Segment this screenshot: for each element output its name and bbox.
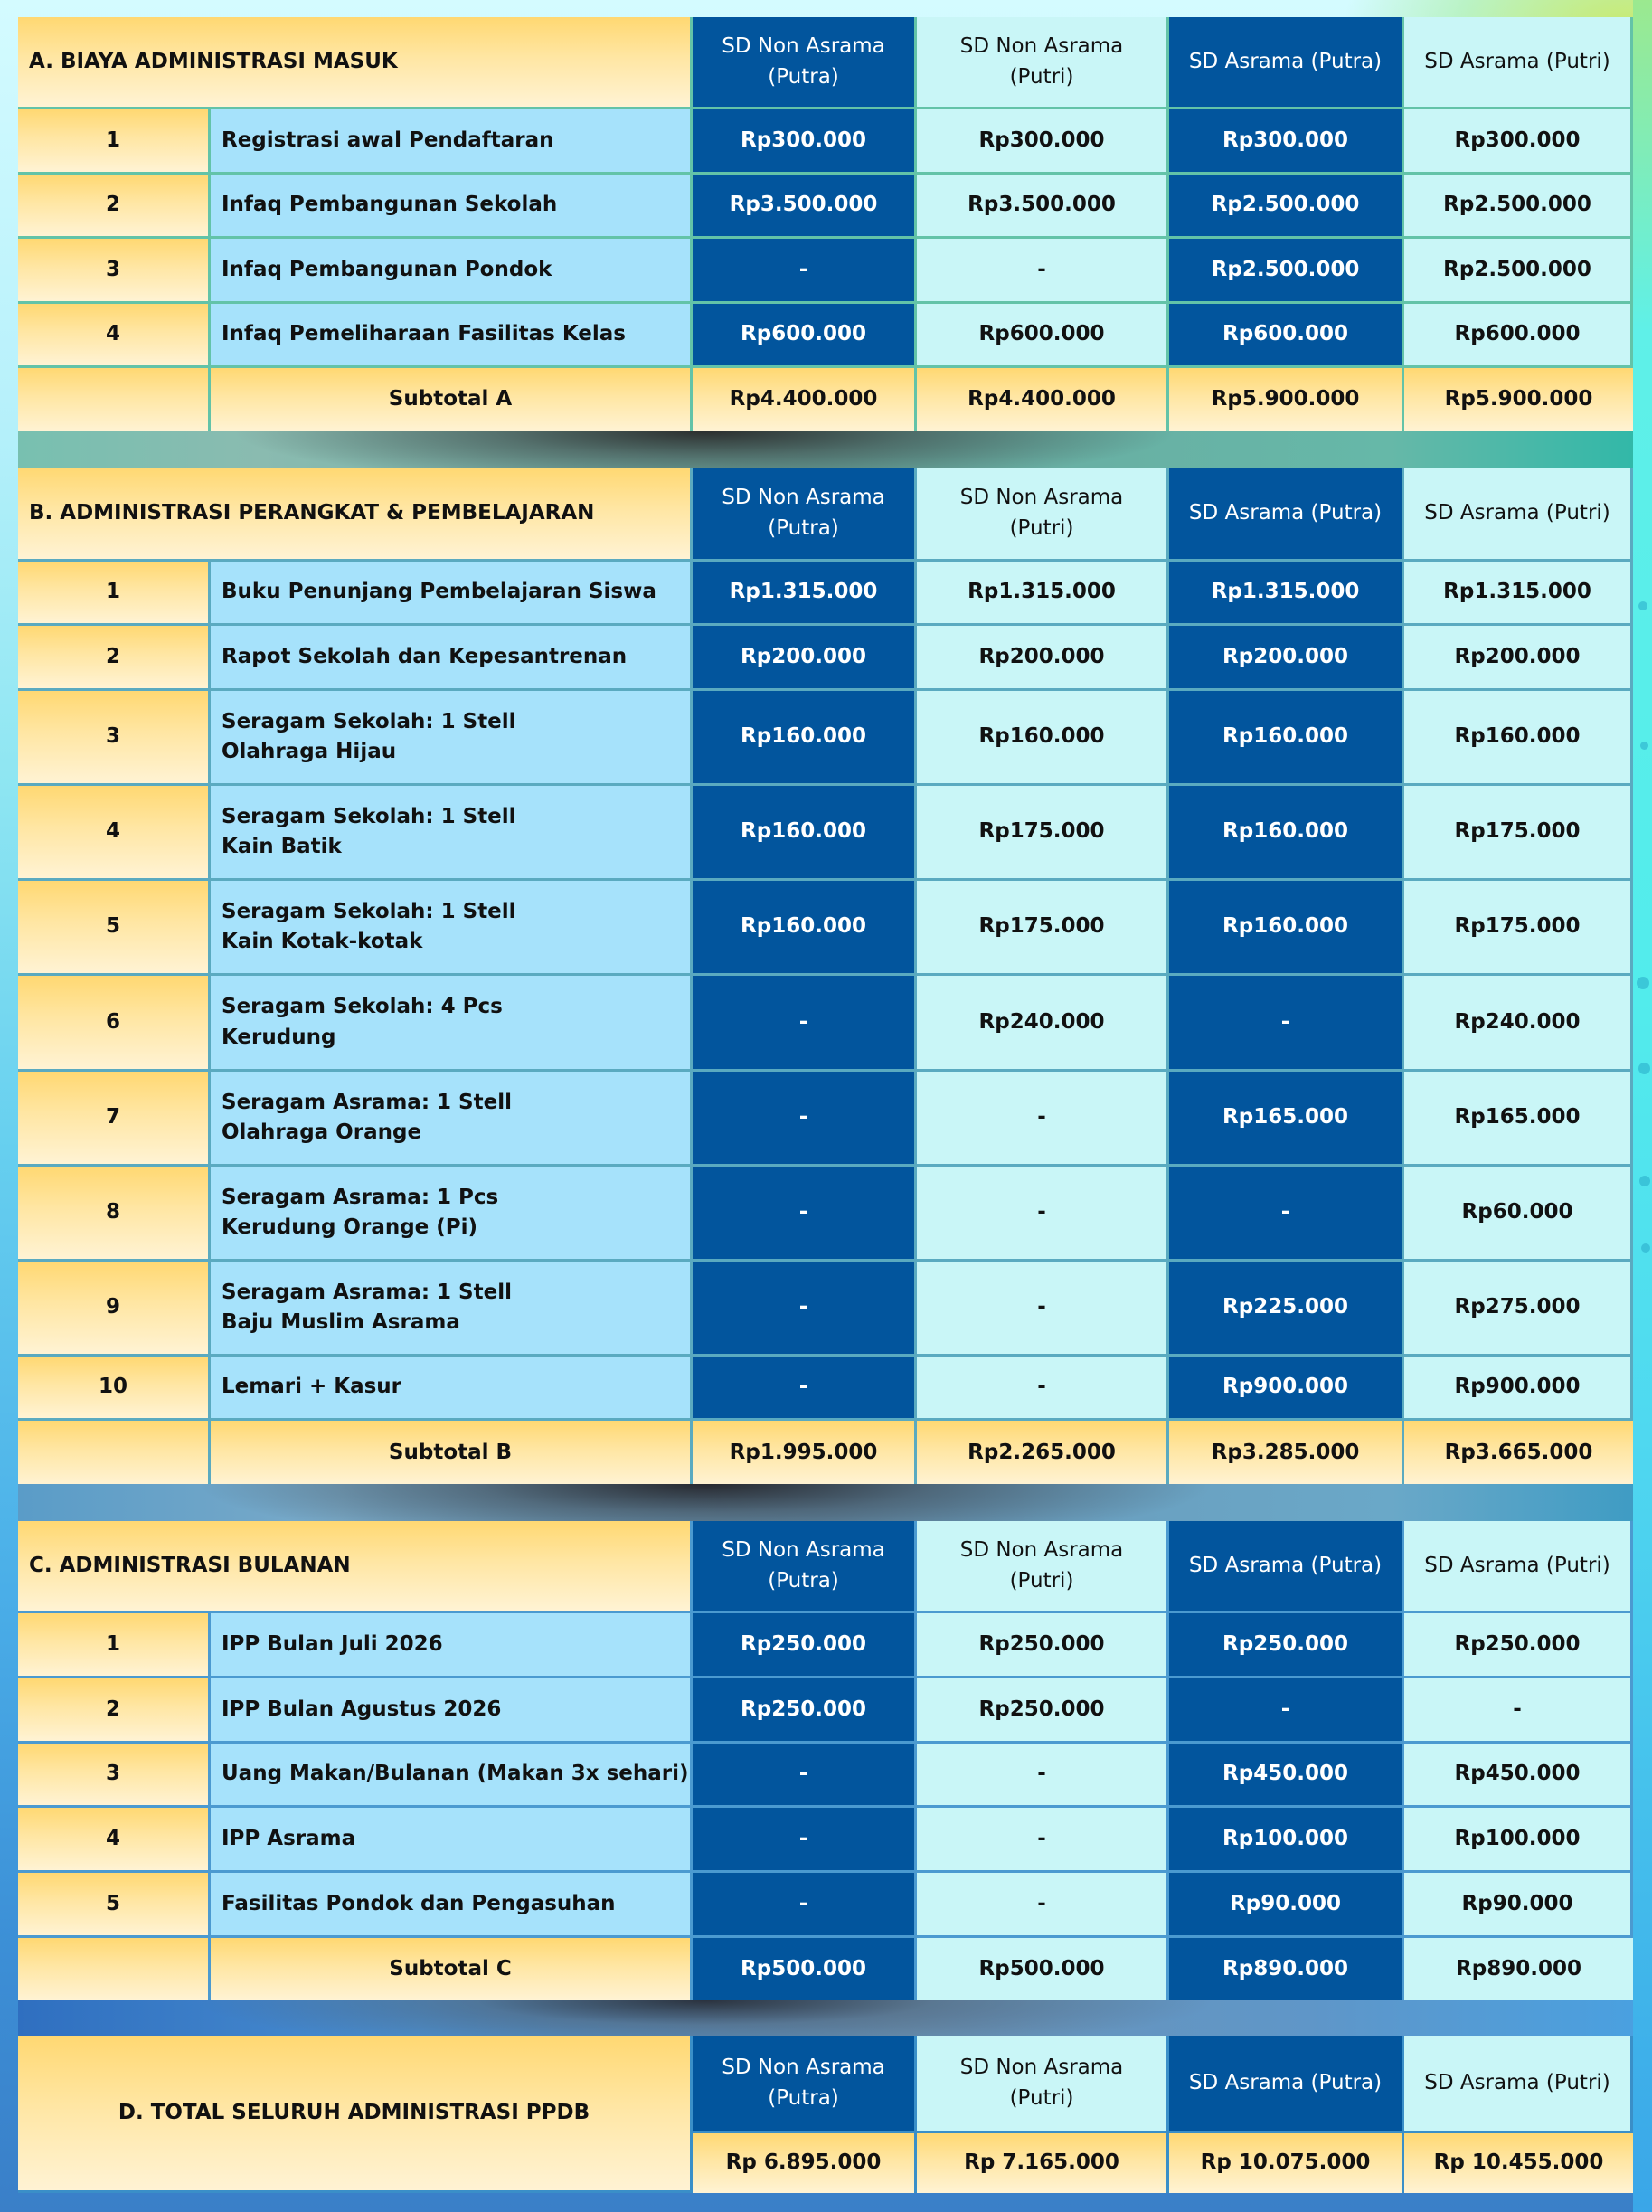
row-number: 3	[18, 239, 211, 304]
price-non-asrama-putra: -	[693, 1262, 917, 1357]
column-header-non-asrama-putra: SD Non Asrama (Putra)	[693, 2036, 917, 2133]
row-number: 5	[18, 1873, 211, 1938]
description-line: Infaq Pembangunan Sekolah	[222, 193, 558, 217]
subtotal-number-cell	[18, 368, 211, 431]
subtotal-asrama-putra: Rp5.900.000	[1169, 368, 1404, 431]
price-asrama-putri: Rp300.000	[1404, 109, 1633, 175]
price-non-asrama-putra: Rp600.000	[693, 304, 917, 368]
price-asrama-putri: Rp100.000	[1404, 1808, 1633, 1873]
description-line: IPP Asrama	[222, 1826, 356, 1850]
column-header-non-asrama-putri: SD Non Asrama (Putri)	[917, 1521, 1169, 1613]
price-non-asrama-putra: Rp1.315.000	[693, 562, 917, 626]
column-header-asrama-putra: SD Asrama (Putra)	[1169, 17, 1404, 109]
price-non-asrama-putri: Rp175.000	[917, 881, 1169, 976]
row-number: 10	[18, 1357, 211, 1421]
description-line: Fasilitas Pondok dan Pengasuhan	[222, 1891, 616, 1915]
section-d-title: D. TOTAL SELURUH ADMINISTRASI PPDB	[18, 2036, 693, 2193]
price-non-asrama-putra: Rp160.000	[693, 691, 917, 786]
price-non-asrama-putra: Rp250.000	[693, 1678, 917, 1744]
price-asrama-putra: -	[1169, 1167, 1404, 1262]
price-non-asrama-putra: -	[693, 1873, 917, 1938]
row-description	[211, 1072, 693, 1167]
price-non-asrama-putri: -	[917, 1744, 1169, 1808]
price-non-asrama-putri: -	[917, 1357, 1169, 1421]
subtotal-label: Subtotal B	[211, 1421, 693, 1485]
price-non-asrama-putri: -	[917, 239, 1169, 304]
row-number: 1	[18, 109, 211, 175]
price-non-asrama-putri: Rp1.315.000	[917, 562, 1169, 626]
description-line: Kain Batik	[222, 835, 342, 858]
description-line: Buku Penunjang Pembelajaran Siswa	[222, 580, 656, 604]
row-number: 4	[18, 304, 211, 368]
price-asrama-putra: Rp225.000	[1169, 1262, 1404, 1357]
subtotal-asrama-putra: Rp890.000	[1169, 1938, 1404, 2000]
price-non-asrama-putri: Rp160.000	[917, 691, 1169, 786]
price-asrama-putra: Rp160.000	[1169, 691, 1404, 786]
price-asrama-putri: Rp250.000	[1404, 1613, 1633, 1678]
row-number: 8	[18, 1167, 211, 1262]
row-number: 1	[18, 562, 211, 626]
subtotal-non-asrama-putra: Rp500.000	[693, 1938, 917, 2000]
price-asrama-putri: Rp450.000	[1404, 1744, 1633, 1808]
price-non-asrama-putra: Rp160.000	[693, 881, 917, 976]
section-c-table	[18, 1521, 1633, 2000]
price-non-asrama-putra: -	[693, 1357, 917, 1421]
row-description	[211, 1262, 693, 1357]
row-description	[211, 1357, 693, 1421]
price-non-asrama-putri: -	[917, 1072, 1169, 1167]
description-line: Infaq Pemeliharaan Fasilitas Kelas	[222, 322, 626, 346]
column-header-asrama-putra: SD Asrama (Putra)	[1169, 1521, 1404, 1613]
row-number: 4	[18, 1808, 211, 1873]
description-line: IPP Bulan Agustus 2026	[222, 1697, 502, 1721]
background-dot	[1640, 742, 1648, 750]
column-header-non-asrama-putri: SD Non Asrama (Putri)	[917, 468, 1169, 562]
subtotal-number-cell	[18, 1421, 211, 1485]
background-dot	[1641, 1243, 1650, 1253]
row-number: 9	[18, 1262, 211, 1357]
row-description	[211, 1744, 693, 1808]
description-line: Seragam Sekolah: 1 Stell	[222, 709, 516, 733]
price-non-asrama-putra: -	[693, 1167, 917, 1262]
price-asrama-putra: Rp900.000	[1169, 1357, 1404, 1421]
row-number: 2	[18, 1678, 211, 1744]
price-non-asrama-putra: -	[693, 1808, 917, 1873]
price-asrama-putri: Rp60.000	[1404, 1167, 1633, 1262]
subtotal-number-cell	[18, 1938, 211, 2000]
total-asrama-putra: Rp 10.075.000	[1169, 2133, 1404, 2193]
subtotal-asrama-putra: Rp3.285.000	[1169, 1421, 1404, 1485]
description-line: Infaq Pembangunan Pondok	[222, 257, 552, 281]
description-line: IPP Bulan Juli 2026	[222, 1631, 443, 1656]
price-non-asrama-putra: -	[693, 1744, 917, 1808]
price-asrama-putri: Rp165.000	[1404, 1072, 1633, 1167]
description-line: Registrasi awal Pendaftaran	[222, 128, 554, 152]
price-non-asrama-putri: Rp300.000	[917, 109, 1169, 175]
row-description	[211, 1613, 693, 1678]
price-asrama-putri: Rp200.000	[1404, 626, 1633, 691]
description-line: Seragam Asrama: 1 Stell	[222, 1090, 512, 1114]
price-non-asrama-putri: -	[917, 1808, 1169, 1873]
price-asrama-putra: Rp2.500.000	[1169, 239, 1404, 304]
section-a-title: A. BIAYA ADMINISTRASI MASUK	[18, 17, 693, 109]
column-header-asrama-putri: SD Asrama (Putri)	[1404, 2036, 1633, 2133]
row-number: 5	[18, 881, 211, 976]
subtotal-non-asrama-putra: Rp1.995.000	[693, 1421, 917, 1485]
price-asrama-putra: Rp200.000	[1169, 626, 1404, 691]
price-asrama-putri: Rp175.000	[1404, 881, 1633, 976]
background-dot	[1638, 1063, 1650, 1074]
price-non-asrama-putri: Rp600.000	[917, 304, 1169, 368]
price-non-asrama-putra: -	[693, 239, 917, 304]
row-description	[211, 562, 693, 626]
column-header-non-asrama-putra: SD Non Asrama (Putra)	[693, 17, 917, 109]
price-non-asrama-putri: Rp250.000	[917, 1613, 1169, 1678]
row-description	[211, 175, 693, 239]
price-asrama-putra: Rp160.000	[1169, 786, 1404, 881]
total-non-asrama-putri: Rp 7.165.000	[917, 2133, 1169, 2193]
description-line: Kain Kotak-kotak	[222, 930, 423, 953]
subtotal-label: Subtotal C	[211, 1938, 693, 2000]
price-asrama-putra: Rp160.000	[1169, 881, 1404, 976]
subtotal-non-asrama-putra: Rp4.400.000	[693, 368, 917, 431]
row-description	[211, 1167, 693, 1262]
row-number: 1	[18, 1613, 211, 1678]
row-number: 2	[18, 626, 211, 691]
price-non-asrama-putri: Rp200.000	[917, 626, 1169, 691]
price-asrama-putra: Rp90.000	[1169, 1873, 1404, 1938]
total-non-asrama-putra: Rp 6.895.000	[693, 2133, 917, 2193]
row-description	[211, 881, 693, 976]
price-asrama-putri: Rp2.500.000	[1404, 175, 1633, 239]
background-right-strip	[1633, 0, 1652, 2212]
price-non-asrama-putra: Rp3.500.000	[693, 175, 917, 239]
price-non-asrama-putra: Rp250.000	[693, 1613, 917, 1678]
price-asrama-putra: Rp100.000	[1169, 1808, 1404, 1873]
price-non-asrama-putri: Rp240.000	[917, 976, 1169, 1072]
section-a-table	[18, 17, 1633, 431]
price-non-asrama-putri: -	[917, 1873, 1169, 1938]
description-line: Lemari + Kasur	[222, 1375, 402, 1399]
price-non-asrama-putra: -	[693, 976, 917, 1072]
description-line: Olahraga Hijau	[222, 740, 397, 763]
row-description	[211, 1678, 693, 1744]
description-line: Seragam Sekolah: 1 Stell	[222, 899, 516, 923]
price-asrama-putri: Rp240.000	[1404, 976, 1633, 1072]
price-non-asrama-putri: Rp3.500.000	[917, 175, 1169, 239]
price-asrama-putri: Rp1.315.000	[1404, 562, 1633, 626]
description-line: Olahraga Orange	[222, 1120, 422, 1144]
section-divider	[18, 1484, 1633, 1521]
background-dot	[1639, 1176, 1650, 1186]
price-asrama-putra: Rp165.000	[1169, 1072, 1404, 1167]
price-non-asrama-putra: Rp300.000	[693, 109, 917, 175]
description-line: Kerudung	[222, 1025, 336, 1049]
row-description	[211, 239, 693, 304]
description-line: Rapot Sekolah dan Kepesantrenan	[222, 644, 628, 668]
row-description	[211, 691, 693, 786]
description-line: Seragam Sekolah: 4 Pcs	[222, 995, 503, 1019]
row-number: 4	[18, 786, 211, 881]
price-asrama-putri: Rp160.000	[1404, 691, 1633, 786]
price-non-asrama-putra: Rp160.000	[693, 786, 917, 881]
subtotal-label: Subtotal A	[211, 368, 693, 431]
description-line: Baju Muslim Asrama	[222, 1310, 460, 1334]
price-asrama-putra: Rp1.315.000	[1169, 562, 1404, 626]
price-asrama-putri: Rp275.000	[1404, 1262, 1633, 1357]
price-asrama-putra: Rp300.000	[1169, 109, 1404, 175]
column-header-asrama-putri: SD Asrama (Putri)	[1404, 1521, 1633, 1613]
column-header-non-asrama-putra: SD Non Asrama (Putra)	[693, 468, 917, 562]
section-b-table	[18, 468, 1633, 1485]
price-asrama-putri: -	[1404, 1678, 1633, 1744]
description-line: Seragam Asrama: 1 Stell	[222, 1280, 512, 1304]
column-header-asrama-putra: SD Asrama (Putra)	[1169, 2036, 1404, 2133]
row-number: 3	[18, 691, 211, 786]
section-divider	[18, 2000, 1633, 2036]
section-divider	[18, 431, 1633, 468]
row-description	[211, 304, 693, 368]
column-header-asrama-putri: SD Asrama (Putri)	[1404, 17, 1633, 109]
row-description	[211, 109, 693, 175]
description-line: Kerudung Orange (Pi)	[222, 1215, 478, 1239]
row-description	[211, 1873, 693, 1938]
section-c-title: C. ADMINISTRASI BULANAN	[18, 1521, 693, 1613]
subtotal-non-asrama-putri: Rp2.265.000	[917, 1421, 1169, 1485]
row-number: 7	[18, 1072, 211, 1167]
column-header-asrama-putri: SD Asrama (Putri)	[1404, 468, 1633, 562]
price-asrama-putra: Rp600.000	[1169, 304, 1404, 368]
subtotal-asrama-putri: Rp5.900.000	[1404, 368, 1633, 431]
subtotal-non-asrama-putri: Rp4.400.000	[917, 368, 1169, 431]
price-non-asrama-putra: Rp200.000	[693, 626, 917, 691]
subtotal-non-asrama-putri: Rp500.000	[917, 1938, 1169, 2000]
subtotal-asrama-putri: Rp3.665.000	[1404, 1421, 1633, 1485]
row-number: 6	[18, 976, 211, 1072]
price-asrama-putra: Rp250.000	[1169, 1613, 1404, 1678]
column-header-non-asrama-putri: SD Non Asrama (Putri)	[917, 2036, 1169, 2133]
column-header-non-asrama-putri: SD Non Asrama (Putri)	[917, 17, 1169, 109]
price-asrama-putri: Rp90.000	[1404, 1873, 1633, 1938]
price-asrama-putra: -	[1169, 1678, 1404, 1744]
background-dot	[1638, 601, 1647, 610]
row-description	[211, 976, 693, 1072]
price-asrama-putra: Rp2.500.000	[1169, 175, 1404, 239]
section-d-table	[18, 2036, 1633, 2193]
section-b-title: B. ADMINISTRASI PERANGKAT & PEMBELAJARAN	[18, 468, 693, 562]
price-asrama-putra: Rp450.000	[1169, 1744, 1404, 1808]
row-description	[211, 786, 693, 881]
price-non-asrama-putra: -	[693, 1072, 917, 1167]
row-description	[211, 626, 693, 691]
price-non-asrama-putri: Rp250.000	[917, 1678, 1169, 1744]
description-line: Seragam Asrama: 1 Pcs	[222, 1185, 499, 1209]
description-line: Seragam Sekolah: 1 Stell	[222, 804, 516, 828]
price-non-asrama-putri: Rp175.000	[917, 786, 1169, 881]
price-asrama-putri: Rp600.000	[1404, 304, 1633, 368]
price-asrama-putri: Rp175.000	[1404, 786, 1633, 881]
description-line: Uang Makan/Bulanan (Makan 3x sehari)	[222, 1762, 689, 1786]
total-asrama-putri: Rp 10.455.000	[1404, 2133, 1633, 2193]
background-dot	[1637, 977, 1649, 989]
subtotal-asrama-putri: Rp890.000	[1404, 1938, 1633, 2000]
column-header-non-asrama-putra: SD Non Asrama (Putra)	[693, 1521, 917, 1613]
price-non-asrama-putri: -	[917, 1167, 1169, 1262]
price-asrama-putri: Rp900.000	[1404, 1357, 1633, 1421]
row-number: 2	[18, 175, 211, 239]
column-header-asrama-putra: SD Asrama (Putra)	[1169, 468, 1404, 562]
price-asrama-putri: Rp2.500.000	[1404, 239, 1633, 304]
row-description	[211, 1808, 693, 1873]
price-asrama-putra: -	[1169, 976, 1404, 1072]
price-non-asrama-putri: -	[917, 1262, 1169, 1357]
row-number: 3	[18, 1744, 211, 1808]
